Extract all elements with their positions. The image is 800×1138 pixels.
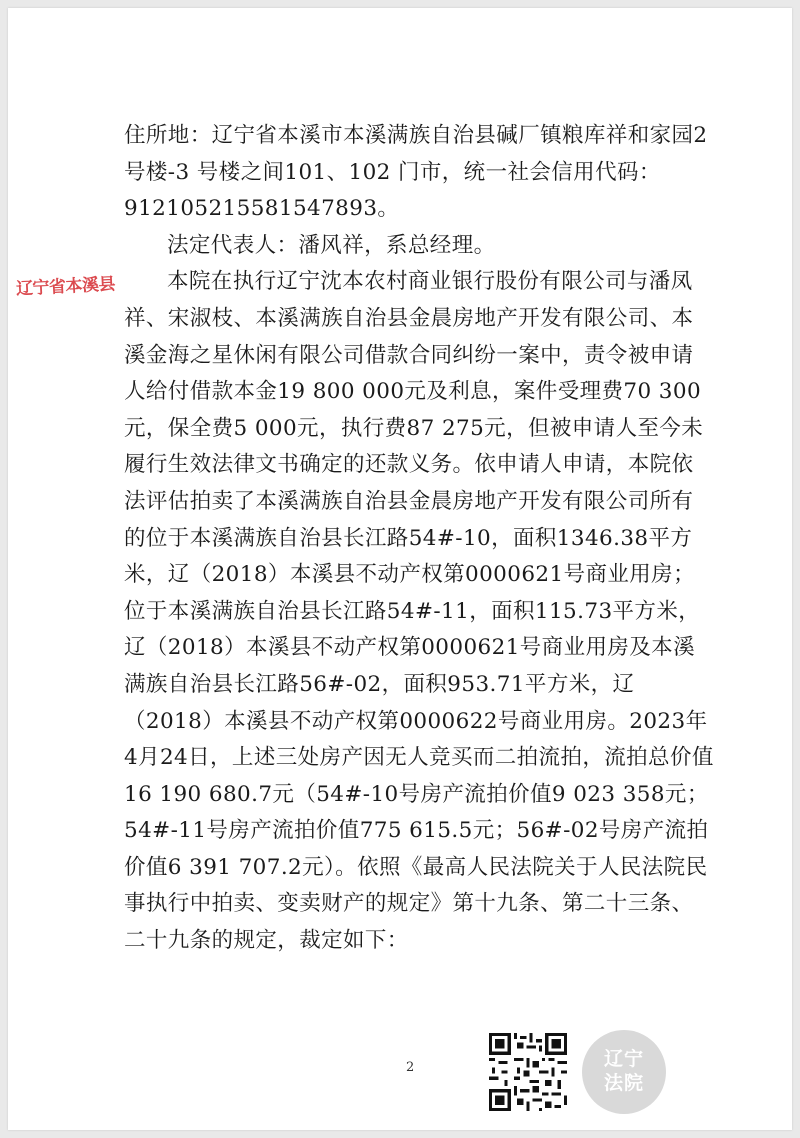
seal-text <box>582 1047 666 1095</box>
address-paragraph: 住所地：辽宁省本溪市本溪满族自治县碱厂镇粮库祥和家园2 号楼-3 号楼之间101、102 门市，统一社会信用代码：912105215581547893。 <box>124 123 708 222</box>
document-body <box>124 118 714 960</box>
legal-representative-paragraph: 法定代表人：潘风祥，系总经理。 <box>167 232 496 258</box>
ruling-paragraph: 本院在执行辽宁沈本农村商业银行股份有限公司与潘凤祥、宋淑枝、本溪满族自治县金晨房地产开发有限公司、本溪金海之星休闲有限公司借款合同纠纷一案中，责令被申请人给付借款本金19 800 000元及利息，案件受理费70 300元，保全费5 000元，执行费87 275元，但被申请人至今未履行生效法律文书确定的还款义务。依申请人申请，本院依法评估拍卖了本溪满族自治县金晨房地产开发有限公司所有的位于本溪满族自治县长江路54#-10，面积1346.38平方米，辽（2018）本溪县不动产权第0000621号商业用房；位于本溪满族自治县长江路54#-11，面积115.73平方米，辽（2018）本溪县不动产权第0000621号商业用房及本溪满族自治县长江路56#-02，面积953.71平方米，辽（2018）本溪县不动产权第0000622号商业用房。2023年4月24日，上述三处房产因无人竞买而二拍流拍，流拍总价值16 190 680.7元（54#-10号房产流拍价值9 023 358元；54#-11号房产流拍价值775 615.5元；56#-02号房产流拍价值6 391 707.2元）。依照《最高人民法院关于人民法院民事执行中拍卖、变卖财产的规定》第十九条、第二十三条、二十九条的规定，裁定如下： <box>124 269 714 954</box>
seal-text-line-1: 辽宁 <box>603 1048 644 1070</box>
page-number: 2 <box>406 1060 415 1075</box>
court-seal-icon <box>582 1030 666 1114</box>
seal-text-line-2: 法院 <box>603 1072 644 1094</box>
qr-code-icon <box>489 1033 567 1111</box>
red-stamp: 辽宁省本溪县 <box>15 274 116 300</box>
document-page <box>8 8 792 1130</box>
